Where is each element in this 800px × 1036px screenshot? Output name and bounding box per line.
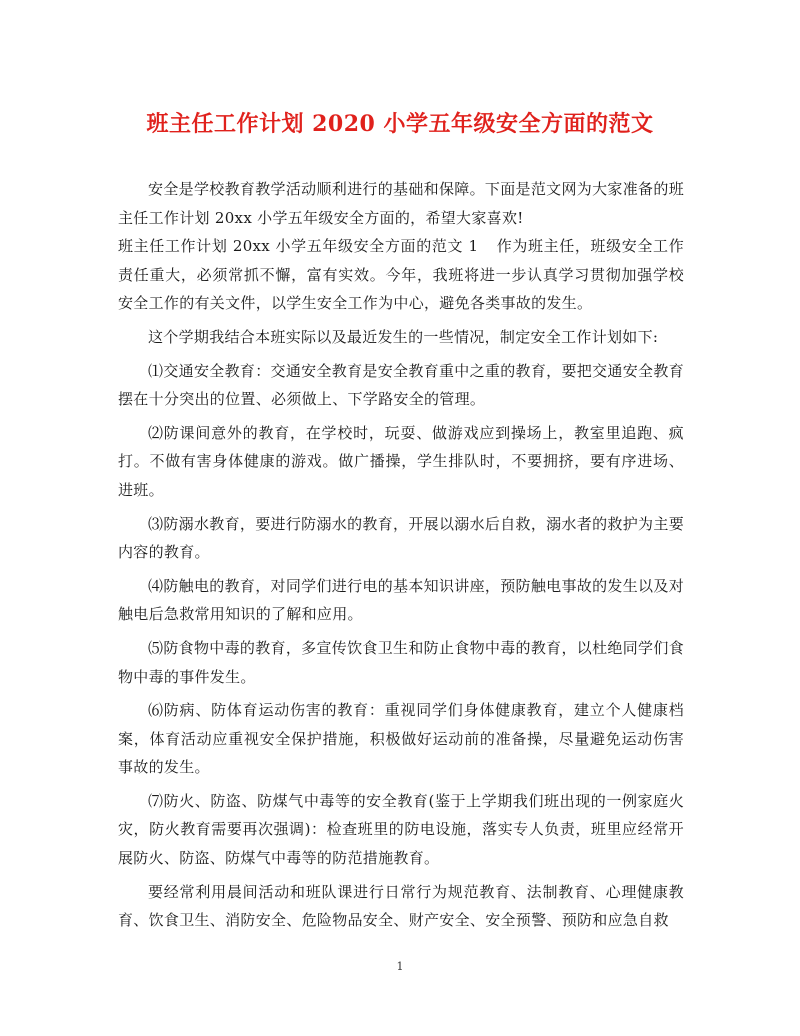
list-item: ⑵防课间意外的教育，在学校时，玩耍、做游戏应到操场上，教室里追跑、疯打。不做有害身体健康的游戏。做广播操，学生排队时，不要拥挤，要有序进场、进班。 (118, 423, 684, 499)
intro-paragraph: 安全是学校教育教学活动顺利进行的基础和保障。下面是范文网为大家准备的班主任工作计划 20xx 小学五年级安全方面的，希望大家喜欢! (118, 180, 684, 227)
document-body (118, 175, 684, 935)
sample-heading: 班主任工作计划 20xx 小学五年级安全方面的范文 1 (118, 237, 479, 256)
list-item: ⑷防触电的教育，对同学们进行电的基本知识讲座，预防触电事故的发生以及对触电后急救常用知识的了解和应用。 (118, 576, 684, 624)
page-number: 1 (396, 960, 404, 973)
lead-paragraph: 这个学期我结合本班实际以及最近发生的一些情况，制定安全工作计划如下: (148, 327, 659, 346)
intro2-paragraph (118, 232, 684, 318)
list-item: ⑹防病、防体育运动伤害的教育：重视同学们身体健康教育，建立个人健康档案，体育活动应重视安全保护措施，积极做好运动前的准备操，尽量避免运动伤害事故的发生。 (118, 701, 684, 777)
document-title: 班主任工作计划 2020 小学五年级安全方面的范文 (146, 111, 654, 137)
closing-paragraph: 要经常利用晨间活动和班队课进行日常行为规范教育、法制教育、心理健康教育、饮食卫生、消防安全、危险物品安全、财产安全、安全预警、预防和应急自救 (118, 882, 684, 930)
list-item: ⑺防火、防盗、防煤气中毒等的安全教育(鉴于上学期我们班出现的一例家庭火灾，防火教育需要再次强调)：检查班里的防电设施，落实专人负责，班里应经常开展防火、防盗、防煤气中毒等的防范措施教育。 (118, 791, 684, 868)
list-item: ⑴交通安全教育：交通安全教育是安全教育重中之重的教育，要把交通安全教育摆在十分突出的位置、必须做上、下学路安全的管理。 (118, 361, 684, 409)
list-item: ⑸防食物中毒的教育，多宣传饮食卫生和防止食物中毒的教育，以杜绝同学们食物中毒的事件发生。 (118, 638, 684, 686)
sample-intro-text: 作为班主任，班级安全工作责任重大，必须常抓不懈，富有实效。今年，我班将进一步认真学习贯彻加强学校安全工作的有关文件，以学生安全工作为中心，避免各类事故的发生。 (118, 237, 684, 313)
list-item: ⑶防溺水教育，要进行防溺水的教育，开展以溺水后自救，溺水者的救护为主要内容的教育。 (118, 514, 684, 562)
